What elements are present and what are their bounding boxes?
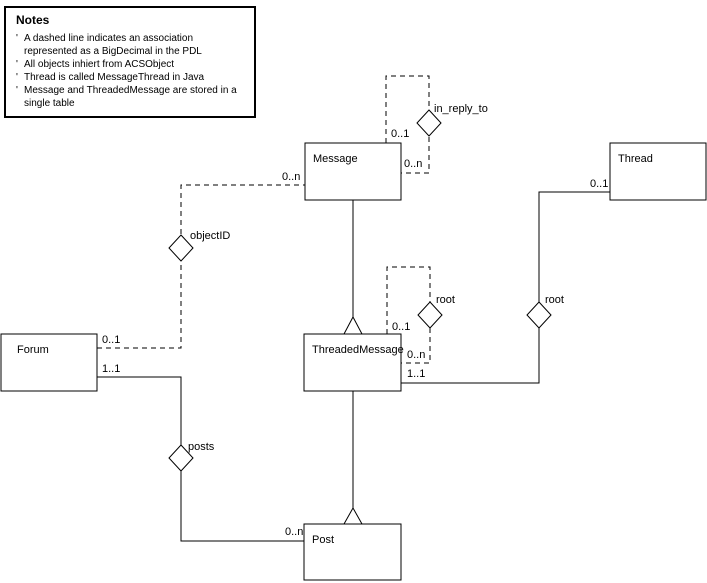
multiplicity-message-top: 0..1 <box>391 128 410 140</box>
note-text: All objects inhiert from ACSObject <box>24 59 175 70</box>
association-label-objectid: objectID <box>190 230 231 242</box>
note-bullet-icon: ' <box>16 85 18 96</box>
association-label-in-reply-to: in_reply_to <box>434 103 488 115</box>
multiplicity-post-left: 0..n <box>285 526 304 538</box>
notes-panel <box>4 6 256 118</box>
note-bullet-icon: ' <box>16 72 18 83</box>
threaded-message-box-label: ThreadedMessage <box>312 344 404 356</box>
association-label-root-thread: root <box>545 294 564 306</box>
edge-forum-post-association <box>97 377 304 541</box>
note-item <box>16 32 248 58</box>
forum-box <box>1 334 97 391</box>
edge-threadedmessage-thread-association <box>401 192 610 383</box>
association-label-posts: posts <box>188 441 215 453</box>
generalization-triangle-threadedmessage <box>344 317 362 334</box>
thread-box-label: Thread <box>618 153 653 165</box>
multiplicity-threadedmessage-top: 0..1 <box>392 321 411 333</box>
association-label-root-threadedmessage: root <box>436 294 455 306</box>
note-bullet-icon: ' <box>16 33 18 44</box>
multiplicity-forum-top: 0..1 <box>102 334 121 346</box>
multiplicity-message-right: 0..n <box>404 158 423 170</box>
note-text: Message and ThreadedMessage are stored in a single table <box>24 85 237 109</box>
message-box-label: Message <box>313 153 358 165</box>
forum-box-label: Forum <box>17 344 49 356</box>
note-item <box>16 84 248 110</box>
post-box-label: Post <box>312 534 335 546</box>
generalization-triangle-post <box>344 508 362 524</box>
edge-forum-message-association <box>97 185 305 348</box>
thread-box <box>610 143 706 200</box>
multiplicity-message-left: 0..n <box>282 171 301 183</box>
note-text: A dashed line indicates an association represented as a BigDecimal in the PDL <box>24 33 202 57</box>
note-item <box>16 58 248 71</box>
post-box <box>304 524 401 580</box>
message-box <box>305 143 401 200</box>
multiplicity-forum-bottom: 1..1 <box>102 363 121 375</box>
note-bullet-icon: ' <box>16 59 18 70</box>
notes-list <box>16 32 248 110</box>
threaded-message-box <box>304 334 401 391</box>
multiplicity-thread-left: 0..1 <box>590 178 609 190</box>
notes-title: Notes <box>16 13 50 27</box>
note-text: Thread is called MessageThread in Java <box>24 72 205 83</box>
multiplicity-threadedmessage-right: 0..n <box>407 349 426 361</box>
note-item <box>16 71 248 84</box>
multiplicity-threadedmessage-thread: 1..1 <box>407 368 426 380</box>
